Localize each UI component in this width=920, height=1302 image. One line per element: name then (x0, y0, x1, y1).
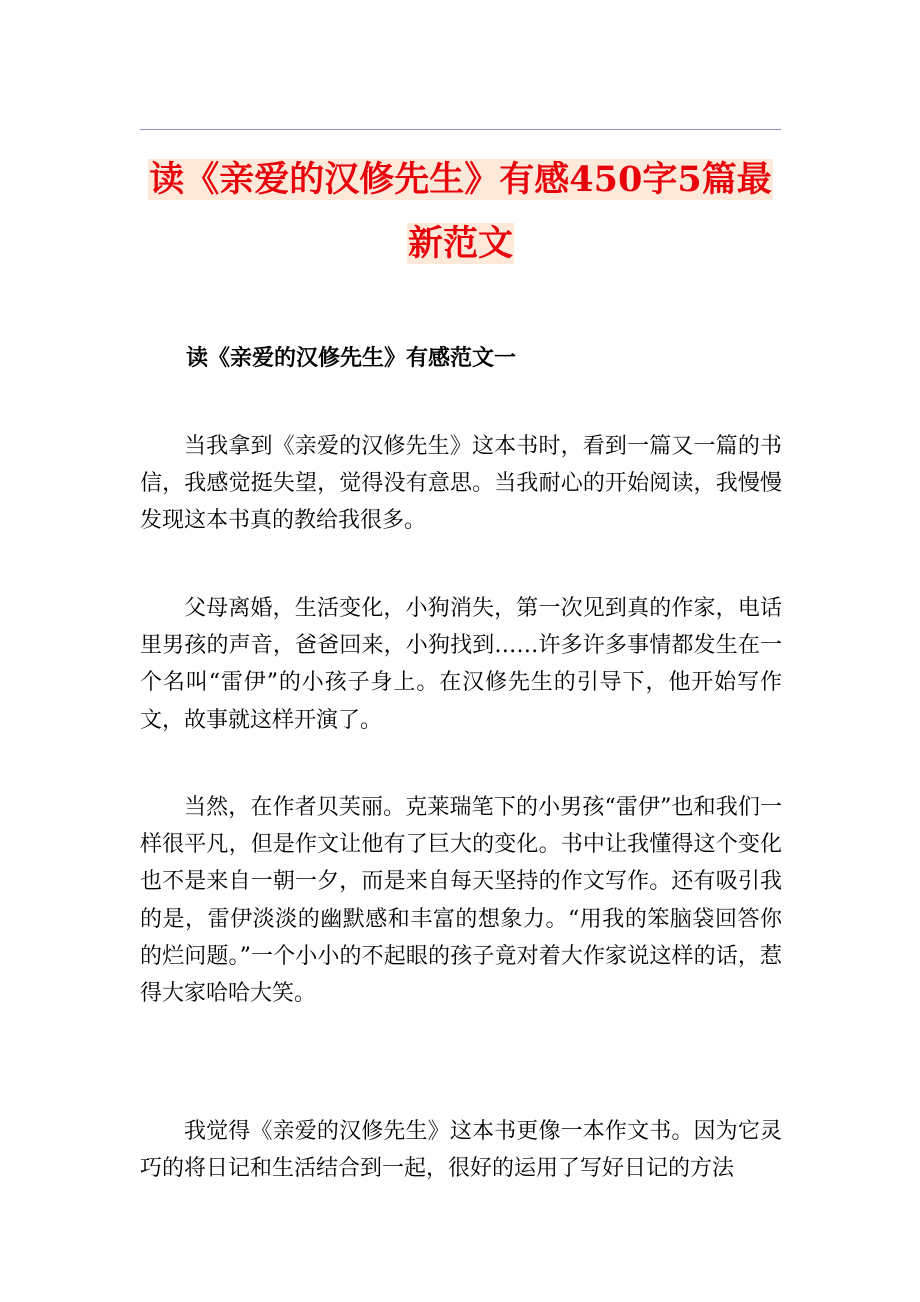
title-line-2: 新范文 (407, 223, 513, 264)
section-heading: 读《亲爱的汉修先生》有感范文一 (186, 345, 517, 371)
paragraph-4: 我觉得《亲爱的汉修先生》这本书更像一本作文书。因为它灵巧的将日记和生活结合到一起，很好的运用了写好日记的方法 (140, 1119, 782, 1182)
header-rule (140, 129, 781, 130)
paragraph-1: 当我拿到《亲爱的汉修先生》这本书时，看到一篇又一篇的书信，我感觉挺失望，觉得没有意思。当我耐心的开始阅读，我慢慢发现这本书真的教给我很多。 (140, 434, 782, 534)
paragraph-3: 当然，在作者贝芙丽。克莱瑞笔下的小男孩“雷伊”也和我们一样很平凡，但是作文让他有了巨大的变化。书中让我懂得这个变化也不是来自一朝一夕，而是来自每天坚持的作文写作。还有吸引我的是，雷伊淡淡的幽默感和丰富的想象力。“用我的笨脑袋回答你的烂问题。”一个小小的不起眼的孩子竟对着大作家说这样的话，惹得大家哈哈大笑。 (140, 795, 782, 1007)
title-line-1: 读《亲爱的汉修先生》有感450字5篇最 (149, 159, 772, 200)
paragraph-2: 父母离婚，生活变化，小狗消失，第一次见到真的作家，电话里男孩的声音，爸爸回来，小狗找到……许多许多事情都发生在一个名叫“雷伊”的小孩子身上。在汉修先生的引导下，他开始写作文，故事就这样开演了。 (140, 596, 782, 733)
document-title (140, 148, 781, 276)
